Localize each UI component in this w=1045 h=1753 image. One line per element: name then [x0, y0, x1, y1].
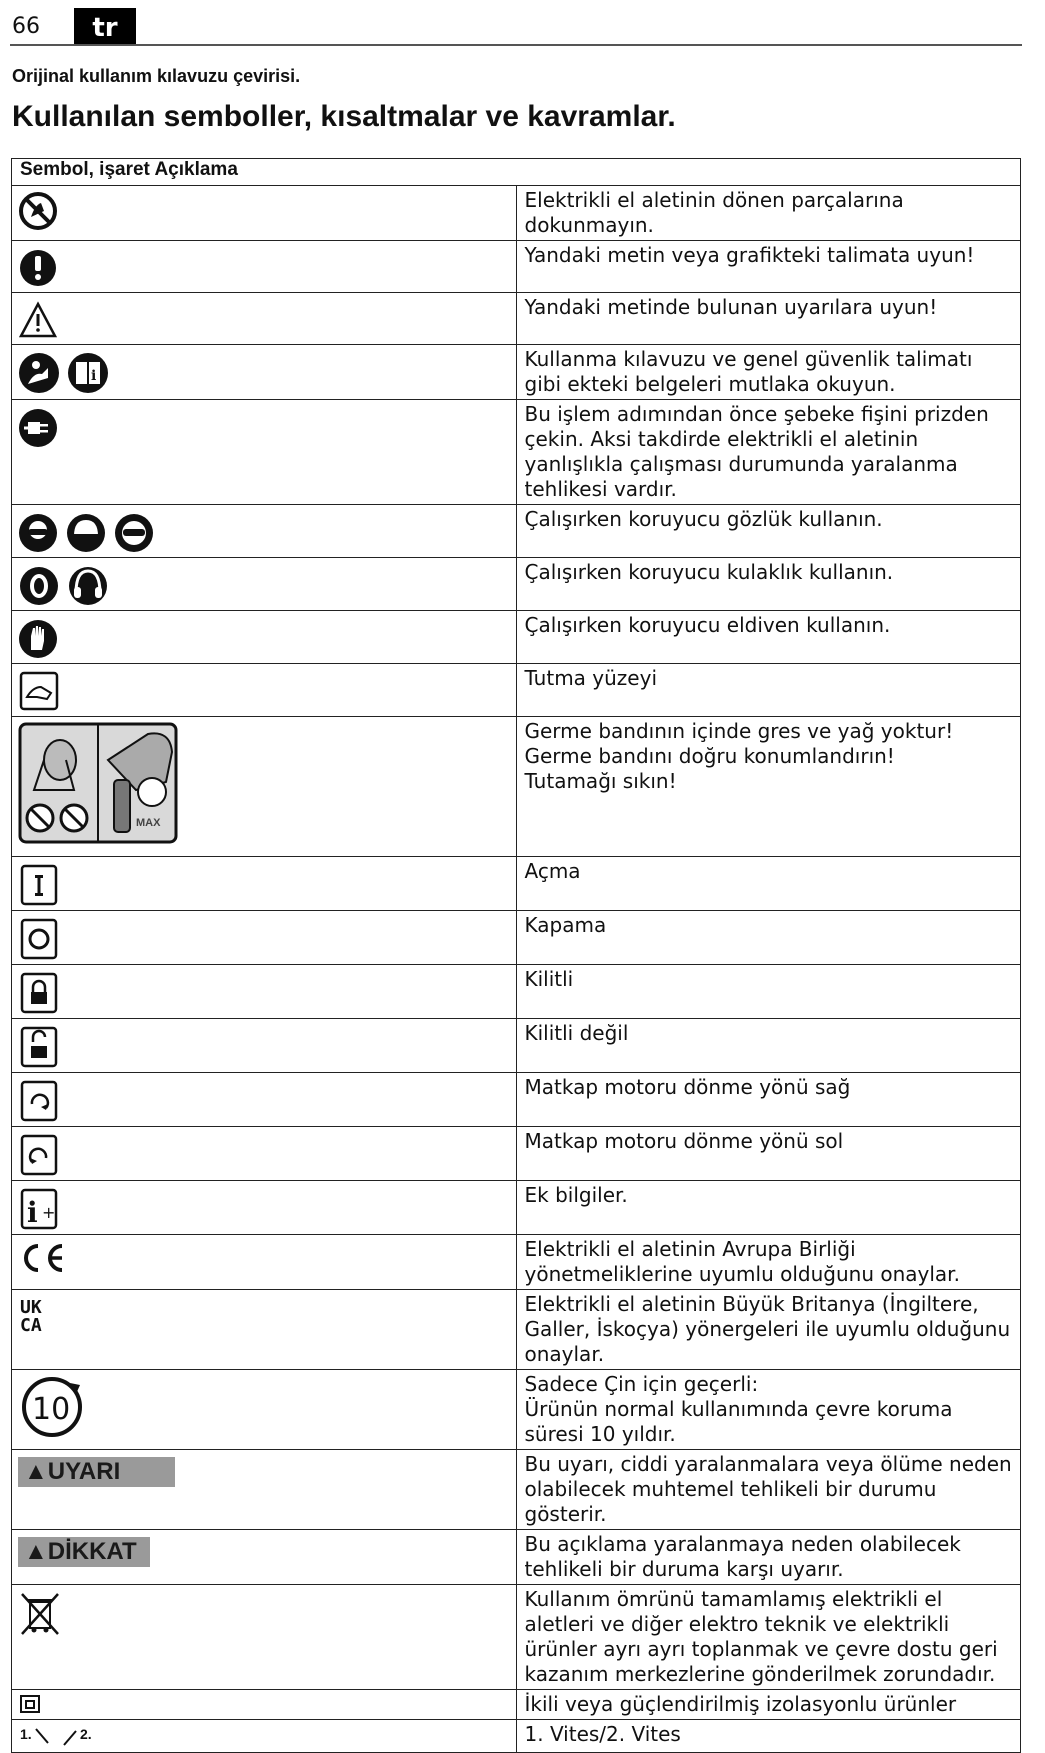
ce-mark-icon	[18, 1238, 68, 1276]
description-text: Matkap motoru dönme yönü sağ	[524, 1075, 851, 1099]
unplug-icon	[18, 403, 60, 449]
table-row	[12, 965, 1021, 1019]
table-header: Sembol, işaret Açıklama	[12, 159, 1021, 186]
description-text: Kullanım ömrünü tamamlamış elektrikli el aletleri ve diğer elektro teknik ve elektrikli ürünler ayrı ayrı toplanmak ve çevre dostu geri kazanım merkezlerine gönderilmek zorundadır.	[524, 1587, 998, 1686]
rotate-right-icon	[18, 1076, 62, 1122]
table-row	[12, 1450, 1021, 1530]
page-number: 66	[12, 14, 40, 39]
table-row	[12, 1073, 1021, 1127]
description-text: Elektrikli el aletinin Avrupa Birliği yönetmeliklerine uyumlu olduğunu onaylar.	[524, 1237, 960, 1286]
symbols-table	[11, 158, 1021, 1753]
description-text: Çalışırken koruyucu gözlük kullanın.	[524, 507, 883, 531]
tension-band-diagram	[18, 720, 178, 846]
mandatory-instruction-icon	[18, 244, 58, 288]
description-text: Yandaki metin veya grafikteki talimata uyun!	[524, 243, 975, 267]
svg-text:UK: UK	[20, 1297, 42, 1318]
table-row	[12, 1290, 1021, 1370]
table-row	[12, 1370, 1021, 1450]
description-text: Kilitli	[524, 967, 574, 991]
ukca-mark-icon	[18, 1293, 58, 1337]
china-badge-number: 10	[32, 1392, 71, 1427]
description-text: İkili veya güçlendirilmiş izolasyonlu ürünler	[524, 1692, 957, 1716]
description-text: Germe bandının içinde gres ve yağ yoktur!	[524, 719, 954, 743]
gear-2-label: 2.	[80, 1726, 92, 1742]
svg-text:CA: CA	[20, 1315, 42, 1336]
table-row	[12, 1019, 1021, 1073]
table-row	[12, 345, 1021, 400]
description-text: Germe bandını doğru konumlandırın!	[524, 744, 895, 768]
table-row	[12, 293, 1021, 345]
table-row	[12, 1235, 1021, 1290]
svg-text:+: +	[42, 1203, 56, 1222]
table-row	[12, 1585, 1021, 1690]
description-text: Bu işlem adımından önce şebeke fişini prizden çekin. Aksi takdirde elektrikli el aletinin yanlışlıkla çalışması durumunda yaralanma tehlikesi vardır.	[524, 402, 989, 501]
description-text: Çalışırken koruyucu eldiven kullanın.	[524, 613, 891, 637]
table-row	[12, 1530, 1021, 1585]
description-text: Sadece Çin için geçerli:	[524, 1372, 759, 1396]
table-row	[12, 1181, 1021, 1235]
china-10-years-icon	[18, 1373, 88, 1439]
description-text: Açma	[524, 859, 581, 883]
warning-label-icon: ▲UYARI	[18, 1457, 175, 1487]
table-header-row	[12, 159, 1021, 186]
glove-icon	[18, 614, 60, 660]
svg-text:i: i	[27, 1196, 38, 1229]
diagram-max-label: MAX	[136, 817, 161, 829]
description-text: Bu açıklama yaralanmaya neden olabilecek tehlikeli bir duruma karşı uyarır.	[524, 1532, 961, 1581]
description-text: Tutma yüzeyi	[524, 666, 657, 690]
svg-text:i: i	[91, 368, 97, 384]
power-on-icon	[18, 860, 62, 906]
table-row	[12, 717, 1021, 857]
description-text: Kullanma kılavuzu ve genel güvenlik talimatı gibi ekteki belgeleri mutlaka okuyun.	[524, 347, 973, 396]
info-plus-icon	[18, 1184, 62, 1230]
description-text: Kilitli değil	[524, 1021, 629, 1045]
power-off-icon	[18, 914, 62, 960]
warning-triangle-icon	[18, 296, 58, 340]
ear-protection-icon	[18, 561, 114, 607]
gear-selector-icon	[18, 1723, 108, 1749]
weee-bin-icon	[18, 1588, 62, 1638]
table-row	[12, 1127, 1021, 1181]
table-row	[12, 186, 1021, 241]
header-rule	[10, 44, 1022, 46]
description-text: Ürünün normal kullanımında çevre koruma süresi 10 yıldır.	[524, 1397, 953, 1446]
description-text: 1. Vites/2. Vites	[524, 1722, 681, 1746]
description-text: Kapama	[524, 913, 607, 937]
double-insulation-icon	[18, 1693, 44, 1715]
gear-1-label: 1.	[20, 1726, 32, 1742]
table-row	[12, 1690, 1021, 1720]
description-text: Yandaki metinde bulunan uyarılara uyun!	[524, 295, 938, 319]
page-title: Kullanılan semboller, kısaltmalar ve kavramlar.	[12, 100, 676, 133]
lock-icon	[18, 968, 62, 1014]
table-row	[12, 857, 1021, 911]
caution-label-text: DİKKAT	[47, 1538, 137, 1565]
description-text: Çalışırken koruyucu kulaklık kullanın.	[524, 560, 894, 584]
table-row	[12, 505, 1021, 558]
table-row	[12, 558, 1021, 611]
unlock-icon	[18, 1022, 62, 1068]
document-subtitle: Orijinal kullanım kılavuzu çevirisi.	[12, 66, 301, 86]
table-row	[12, 400, 1021, 505]
description-text: Matkap motoru dönme yönü sol	[524, 1129, 844, 1153]
description-text: Elektrikli el aletinin Büyük Britanya (İngiltere, Galler, İskoçya) yönergeleri ile uyumlu olduğunu onaylar.	[524, 1292, 1011, 1366]
table-row	[12, 664, 1021, 717]
table-row	[12, 611, 1021, 664]
warning-label-text: UYARI	[47, 1458, 121, 1485]
description-text: Bu uyarı, ciddi yaralanmalara veya ölüme neden olabilecek muhtemel tehlikeli bir durumu gösterir.	[524, 1452, 1012, 1526]
read-manual-icon	[18, 348, 114, 394]
eye-protection-icon	[18, 508, 158, 554]
grip-surface-icon	[18, 667, 62, 713]
caution-label-icon: ▲DİKKAT	[18, 1537, 150, 1567]
description-text: Elektrikli el aletinin dönen parçalarına dokunmayın.	[524, 188, 904, 237]
no-touch-rotating-icon	[18, 189, 58, 231]
table-row	[12, 911, 1021, 965]
description-text: Tutamağı sıkın!	[524, 769, 677, 793]
language-tag: tr	[74, 8, 136, 46]
table-row	[12, 241, 1021, 293]
table-row	[12, 1720, 1021, 1753]
rotate-left-icon	[18, 1130, 62, 1176]
description-text: Ek bilgiler.	[524, 1183, 628, 1207]
